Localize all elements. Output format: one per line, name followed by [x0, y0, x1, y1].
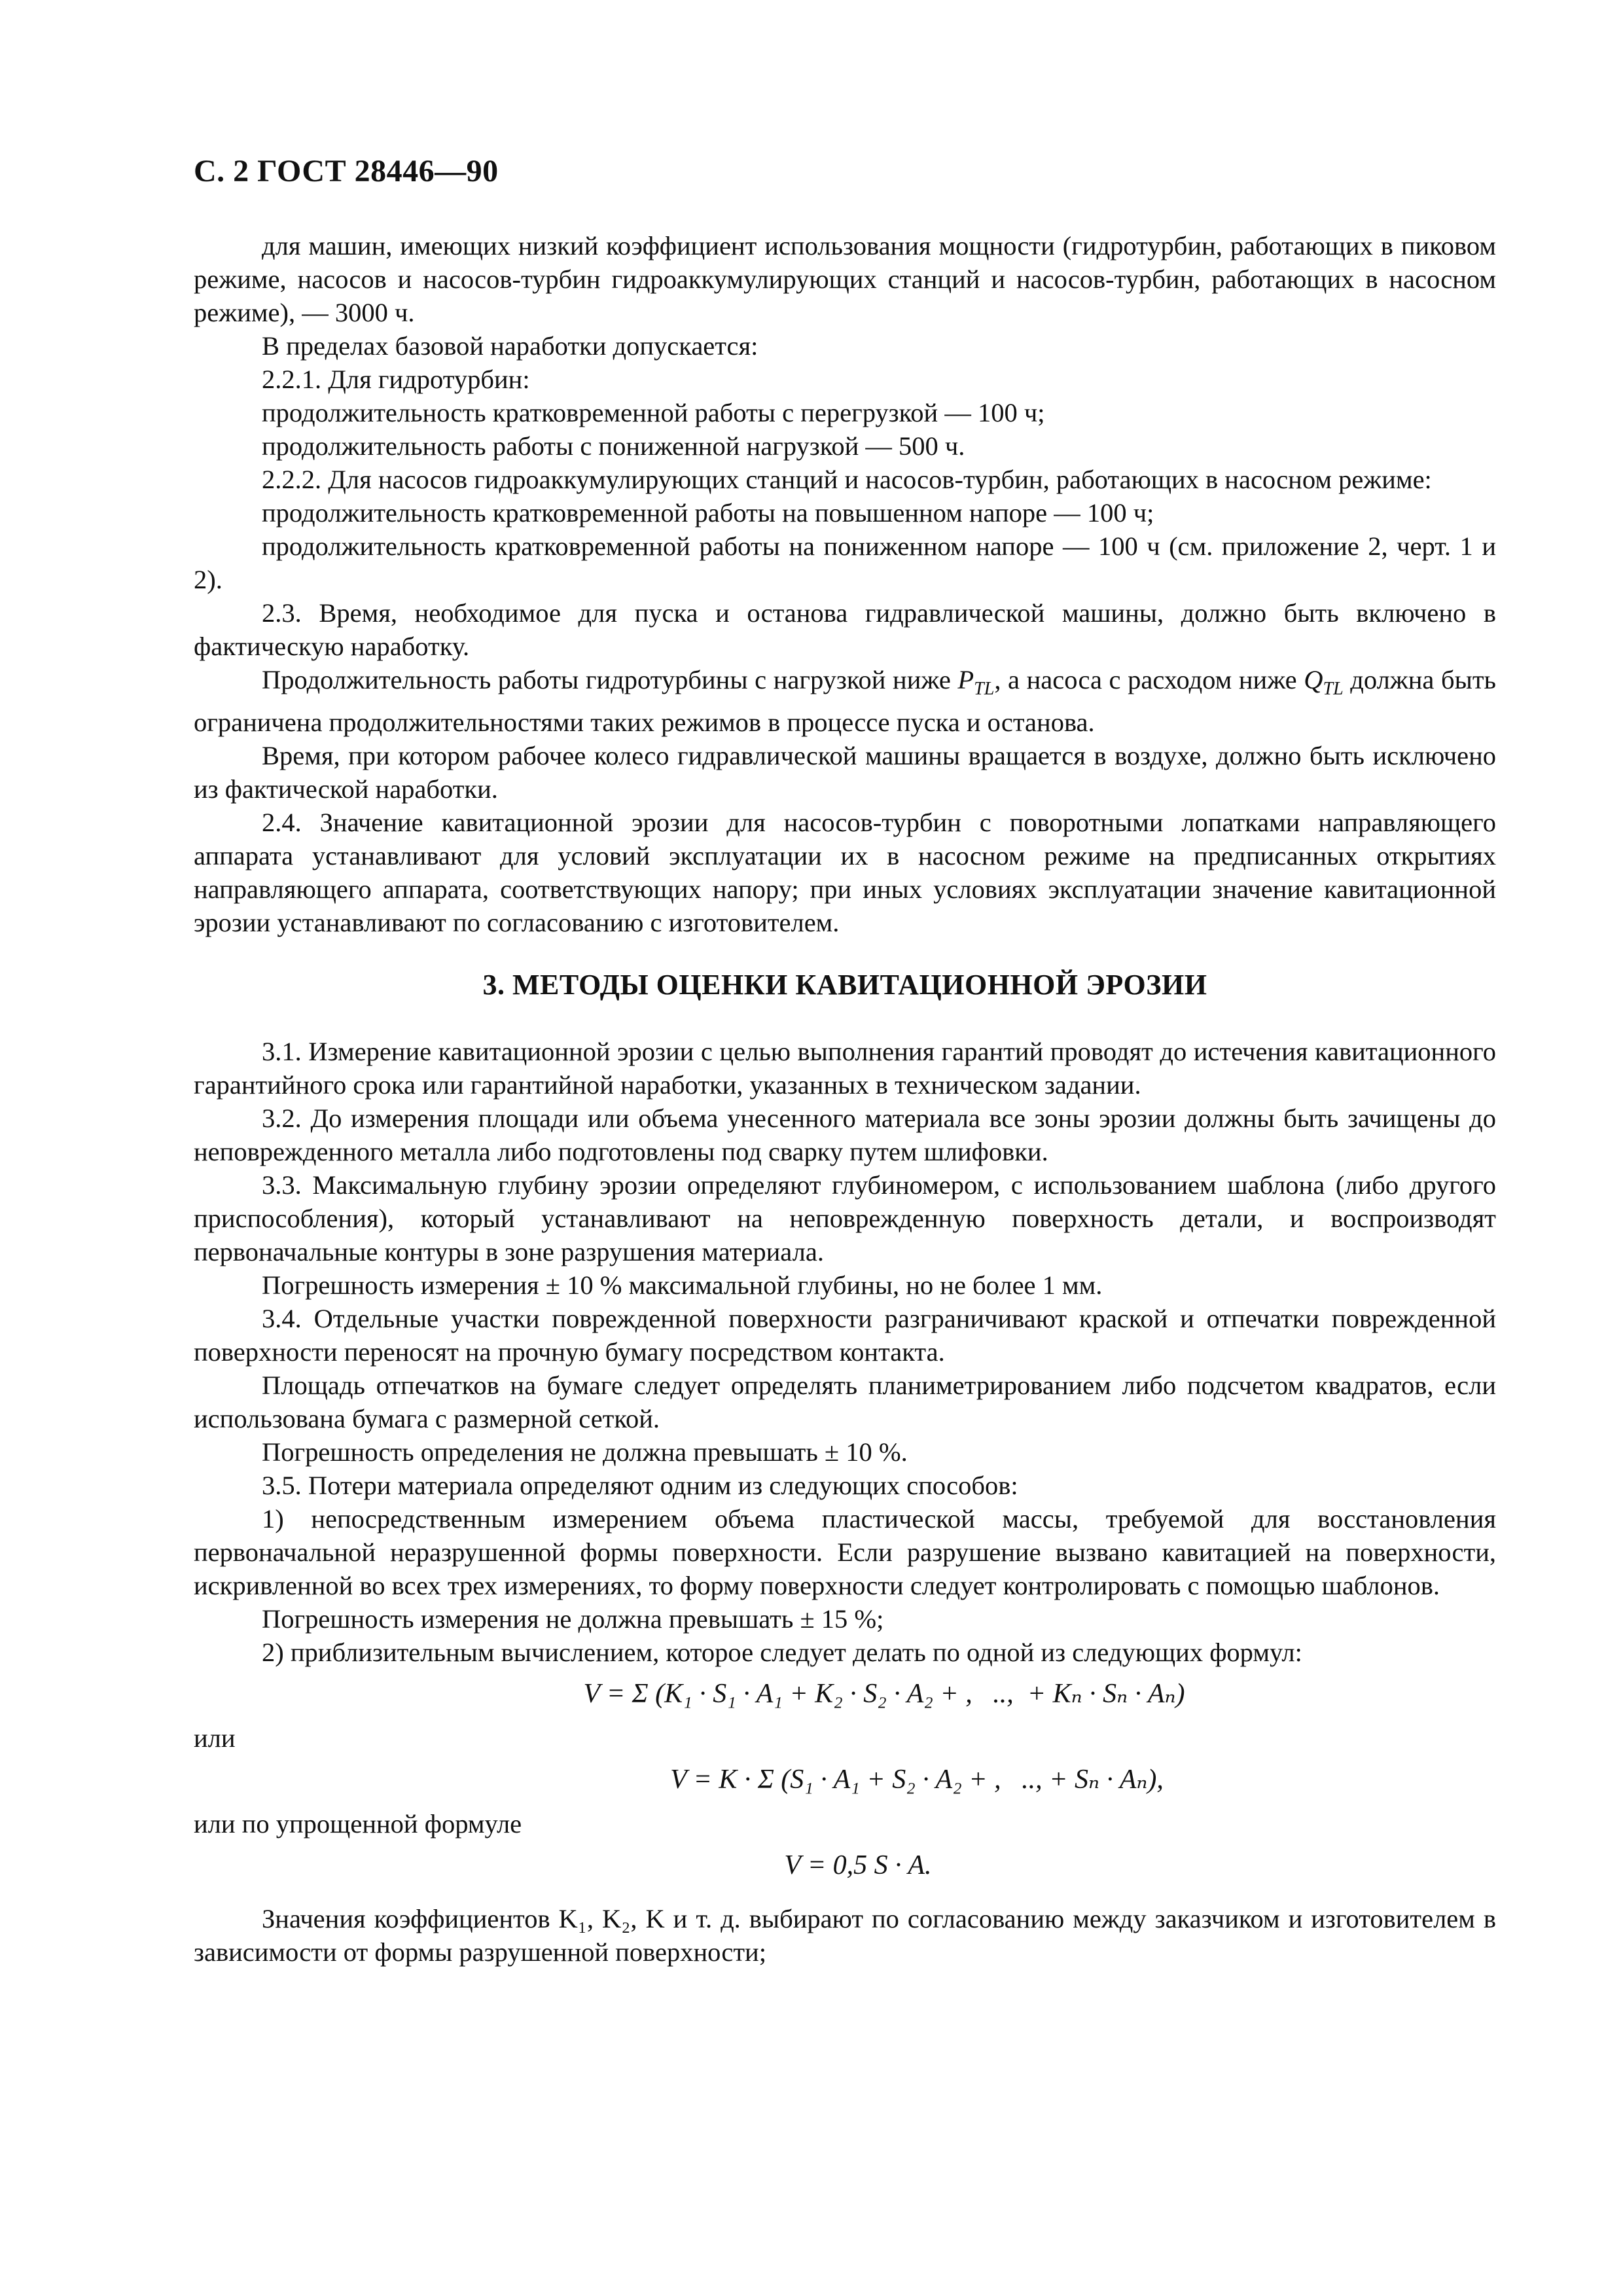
section-heading: 3. МЕТОДЫ ОЦЕНКИ КАВИТАЦИОННОЙ ЭРОЗИИ [482, 969, 1207, 1001]
paragraph: Площадь отпечатков на бумаге следует определять планиметрированием либо подсчетом квадратов, если использована бумага с размерной сеткой. [194, 1371, 1496, 1434]
paragraph: продолжительность кратковременной работы с перегрузкой — 100 ч; [262, 398, 1045, 427]
page-header: С. 2 ГОСТ 28446—90 [194, 154, 499, 188]
connector-text: или [194, 1723, 236, 1753]
document-body [194, 229, 1496, 1969]
paragraph: Погрешность определения не должна превышать ± 10 %. [262, 1437, 908, 1467]
paragraph: для машин, имеющих низкий коэффициент использования мощности (гидротурбин, работающих в пиковом режиме, насосов и насосов-турбин гидроаккумулирующих станций и насосов-турбин, работающих в насосном режиме), — 3000 ч. [194, 231, 1496, 327]
paragraph: продолжительность кратковременной работы на повышенном напоре — 100 ч; [262, 498, 1154, 528]
connector-text: или по упрощенной формуле [194, 1809, 522, 1839]
paragraph: 2) приблизительным вычислением, которое следует делать по одной из следующих формул: [262, 1638, 1302, 1668]
paragraph: 3.1. Измерение кавитационной эрозии с целью выполнения гарантий проводят до истечения кавитационного гарантийного срока или гарантийной наработки, указанных в техническом задании. [194, 1037, 1496, 1100]
paragraph: 3.5. Потери материала определяют одним из следующих способов: [262, 1471, 1018, 1501]
formula-volume-sum: V = Σ (K₁ · S₁ · A₁ + K₂ · S₂ · A₂ + , .., + Kₙ · Sₙ · Aₙ) [583, 1679, 1185, 1710]
paragraph: 1) непосредственным измерением объема пластической массы, требуемой для восстановления первоначальной неразрушенной формы поверхности. Если разрушение вызвано кавитацией на поверхности, искривленной во всех трех измерениях, то форму поверхности следует контролировать с помощью шаблонов. [194, 1504, 1496, 1601]
formula-volume-k: V = K · Σ (S₁ · A₁ + S₂ · A₂ + , .., + Sₙ · Aₙ), [670, 1765, 1164, 1795]
paragraph: Время, при котором рабочее колесо гидравлической машины вращается в воздухе, должно быть исключено из фактической наработки. [194, 741, 1496, 804]
paragraph: 2.2.2. Для насосов гидроаккумулирующих станций и насосов-турбин, работающих в насосном режиме: [262, 465, 1432, 494]
closing-paragraph: Значения коэффициентов K₁, K₂, K и т. д. выбирают по согласованию между заказчиком и изготовителем в зависимости от формы разрушенной поверхности; [194, 1904, 1496, 1967]
formula-volume-simple: V = 0,5 S · A. [784, 1850, 932, 1881]
paragraph: 2.4. Значение кавитационной эрозии для насосов-турбин с поворотными лопатками направляющего аппарата устанавливают для условий эксплуатации их в насосном режиме на предписанных открытиях направляющего аппарата, соответствующих напору; при иных условиях эксплуатации значение кавитационной эрозии устанавливают по согласованию с изготовителем. [194, 808, 1496, 938]
paragraph: 2.3. Время, необходимое для пуска и останова гидравлической машины, должно быть включено в фактическую наработку. [194, 598, 1496, 661]
paragraph: 3.4. Отдельные участки поврежденной поверхности разграничивают краской и отпечатки поврежденной поверхности переносят на прочную бумагу посредством контакта. [194, 1304, 1496, 1367]
paragraph: Погрешность измерения не должна превышать ± 15 %; [262, 1604, 884, 1634]
paragraph: продолжительность кратковременной работы на пониженном напоре — 100 ч (см. приложение 2, черт. 1 и 2). [194, 531, 1496, 594]
paragraph: 3.3. Максимальную глубину эрозии определяют глубиномером, с использованием шаблона (либо другого приспособления), который устанавливают на неповрежденную поверхность детали, и воспроизводят первоначальные контуры в зоне разрушения материала. [194, 1170, 1496, 1267]
paragraph: 2.2.1. Для гидротурбин: [262, 365, 530, 394]
paragraph: В пределах базовой наработки допускается: [262, 331, 758, 361]
paragraph: 3.2. До измерения площади или объема унесенного материала все зоны эрозии должны быть зачищены до неповрежденного металла либо подготовлены под сварку путем шлифовки. [194, 1103, 1496, 1167]
paragraph: Погрешность измерения ± 10 % максимальной глубины, но не более 1 мм. [262, 1270, 1103, 1300]
paragraph-with-symbols: Продолжительность работы гидротурбины с нагрузкой ниже $P_{TL}$, а насоса с расходом ниже $Q_{TL}$ должна быть ограничена продолжительностями таких режимов в процессе пуска и останова. [194, 665, 1496, 738]
paragraph: продолжительность работы с пониженной нагрузкой — 500 ч. [262, 431, 965, 461]
